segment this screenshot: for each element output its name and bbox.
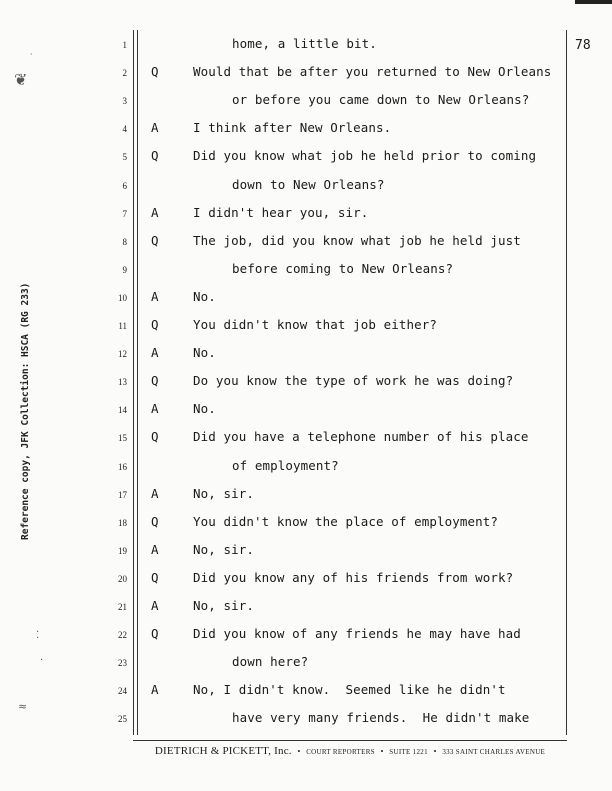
line-text: Did you know of any friends he may have had: [193, 626, 521, 642]
line-number: 9: [122, 264, 127, 275]
footer-separator: •: [380, 747, 384, 756]
speaker-label: A: [151, 485, 159, 501]
line-text: You didn't know that job either?: [193, 317, 438, 332]
line-number: 17: [118, 489, 127, 500]
line-text: have very many friends. He didn't make: [232, 710, 530, 726]
line-text: Would that be after you returned to New Orleans: [193, 64, 552, 80]
transcript-line: [0, 345, 612, 373]
line-text: home, a little bit.: [232, 36, 377, 51]
footer-suite: SUITE 1221: [389, 748, 428, 756]
line-text: I think after New Orleans.: [193, 120, 392, 136]
line-number: 18: [118, 517, 127, 528]
line-text: No, I didn't know. Seemed like he didn't: [193, 682, 506, 698]
transcript-line: [0, 514, 612, 542]
line-text: I didn't hear you, sir.: [193, 204, 369, 220]
speaker-label: A: [151, 682, 159, 698]
line-number: 8: [122, 236, 127, 247]
speck-mark: ⁚: [36, 630, 40, 641]
line-number: 14: [118, 405, 127, 416]
speaker-label: Q: [151, 373, 159, 389]
line-text: before coming to New Orleans?: [232, 260, 454, 276]
speaker-label: Q: [151, 317, 159, 332]
line-number: 20: [118, 573, 127, 584]
line-number: 21: [118, 602, 127, 612]
line-text: No.: [193, 288, 216, 304]
line-text: Do you know the type of work he was doing?: [193, 373, 514, 389]
transcript-line: [0, 289, 612, 317]
speaker-label: Q: [151, 626, 159, 642]
line-number: 1: [122, 40, 127, 50]
transcript-line: [0, 233, 612, 261]
line-text: or before you came down to New Orleans?: [232, 92, 530, 108]
transcript-line: [0, 120, 612, 148]
line-number: 12: [118, 349, 127, 360]
speaker-label: A: [151, 401, 159, 417]
side-stamp: Reference copy, JFK Collection: HSCA (RG 233): [20, 282, 31, 540]
line-number: 6: [122, 180, 127, 191]
footer-separator: •: [297, 747, 301, 756]
transcript-line: [0, 654, 612, 682]
line-text: Did you have a telephone number of his place: [193, 429, 529, 445]
line-number: 13: [118, 377, 127, 388]
line-text: No, sir.: [193, 541, 255, 557]
transcript-line: [0, 682, 612, 710]
line-number: 25: [118, 714, 127, 725]
transcript-line: [0, 570, 612, 598]
transcript-line: [0, 148, 612, 176]
speaker-label: A: [151, 541, 159, 557]
transcript-line: [0, 598, 612, 626]
speck-mark: ·: [40, 655, 44, 666]
transcript-line: [0, 92, 612, 120]
footer-firm: DIETRICH & PICKETT, Inc.: [154, 745, 292, 757]
speaker-label: A: [151, 288, 159, 304]
speaker-label: A: [151, 120, 159, 136]
line-number: 16: [118, 461, 127, 472]
transcript-line: [0, 205, 612, 233]
transcript-line: [0, 261, 612, 289]
transcript-line: [0, 626, 612, 654]
transcript-line: [0, 64, 612, 92]
line-text: of employment?: [232, 457, 339, 473]
page-number: 78: [575, 38, 591, 53]
transcript-line: [0, 373, 612, 401]
line-number: 4: [122, 124, 127, 135]
line-number: 15: [118, 433, 127, 444]
stamp-mark: ❦: [14, 70, 28, 89]
speaker-label: Q: [151, 148, 159, 164]
footer: [133, 740, 567, 757]
line-number: 11: [118, 321, 127, 331]
speck-mark: ·: [30, 50, 33, 59]
line-text: No, sir.: [193, 598, 255, 613]
line-text: No.: [193, 401, 216, 417]
line-number: 22: [118, 630, 127, 641]
transcript-line: [0, 710, 612, 738]
transcript-line: [0, 486, 612, 514]
line-text: The job, did you know what job he held just: [193, 232, 521, 248]
line-number: 3: [122, 96, 127, 107]
line-text: Did you know any of his friends from work?: [193, 569, 514, 585]
speck-mark: ≈: [18, 700, 28, 713]
line-number: 5: [122, 152, 127, 163]
line-number: 7: [122, 208, 127, 219]
speaker-label: Q: [151, 429, 159, 445]
line-number: 24: [118, 686, 127, 697]
line-text: You didn't know the place of employment?: [193, 513, 499, 529]
corner-bar: [575, 0, 612, 4]
transcript-line: [0, 36, 612, 64]
speaker-label: Q: [151, 64, 159, 80]
line-text: No, sir.: [193, 485, 255, 501]
speaker-label: A: [151, 345, 159, 361]
transcript-line: [0, 177, 612, 205]
line-number: 23: [118, 658, 127, 669]
transcript-line: [0, 317, 612, 345]
line-number: 19: [118, 545, 127, 556]
speaker-label: Q: [151, 232, 159, 248]
line-number: 10: [118, 292, 127, 303]
transcript-line: [0, 458, 612, 486]
transcript-line: [0, 429, 612, 457]
speaker-label: A: [151, 204, 159, 220]
speaker-label: A: [151, 598, 159, 613]
footer-service: COURT REPORTERS: [306, 748, 375, 756]
transcript-line: [0, 542, 612, 570]
footer-address: 333 SAINT CHARLES AVENUE: [442, 748, 546, 756]
line-text: Did you know what job he held prior to coming: [193, 148, 537, 164]
speaker-label: Q: [151, 569, 159, 585]
speaker-label: Q: [151, 513, 159, 529]
line-text: down to New Orleans?: [232, 176, 385, 192]
transcript-line: [0, 401, 612, 429]
footer-separator: •: [433, 747, 437, 756]
line-text: No.: [193, 345, 216, 361]
line-number: 2: [122, 68, 127, 79]
line-text: down here?: [232, 654, 309, 670]
